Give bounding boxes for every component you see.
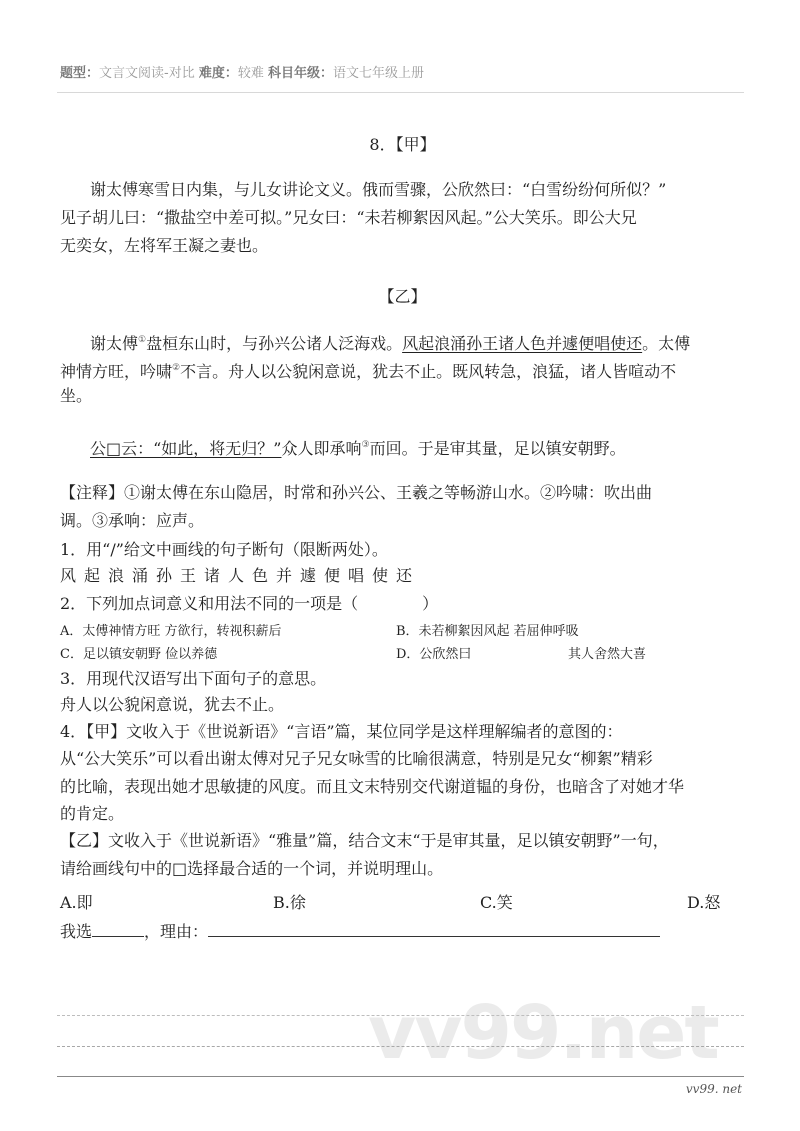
q4-line-1: 4．【甲】文收入于《世说新语》“言语”篇，某位同学是这样理解编者的意图的： [60, 722, 623, 741]
q4-line-4: 的肯定。 [60, 804, 125, 823]
difficulty-value: 较难 [237, 66, 264, 81]
notes-line-2: 调。③承响：应声。 [60, 511, 205, 530]
answer-line-dashed-1 [57, 1015, 744, 1016]
q2-option-d[interactable]: D．公欣然曰 [396, 647, 472, 662]
jia-line-3: 无奕女，左将军王凝之妻也。 [60, 236, 269, 255]
question-title: 8．【甲】 [369, 135, 436, 154]
q2-option-c[interactable]: C．足以镇安朝野 俭以养德 [60, 647, 218, 662]
q2-prompt: 2．下列加点词意义和用法不同的一项是（ ） [60, 594, 439, 613]
q1-sentence: 风起浪涌孙王诸人色并遽便唱使还 [60, 566, 421, 585]
yi-text: 而回。于是审其量，足以镇安朝野。 [369, 439, 626, 458]
grade-label: 科目年级： [268, 66, 334, 81]
yi-line-3: 坐。 [60, 386, 93, 405]
q2-option-a[interactable]: A．太傅神情方旺 方欲行，转视积薪后 [60, 624, 282, 639]
reason-blank[interactable] [208, 922, 660, 937]
difficulty-label: 难度： [198, 66, 238, 81]
notes-line-1: 【注释】①谢太傅在东山隐居，时常和孙兴公、王羲之等畅游山水。②吟啸：吹出曲 [60, 483, 653, 502]
yi-line-2 [60, 358, 676, 382]
q1-prompt: 1．用“/”给文中画线的句子断句（限断两处）。 [60, 540, 388, 559]
footnote-ref-3: ③ [361, 440, 370, 450]
jia-line-1: 谢太傅寒雪日内集，与儿女讲论文义。俄而雪骤，公欣然曰：“白雪纷纷何所似？” [90, 180, 667, 199]
answer-line-dashed-2 [57, 1046, 744, 1047]
footer-divider [57, 1076, 744, 1077]
answer-prefix: 我选 [60, 922, 93, 941]
q4-line-2: 从“公大笑乐”可以看出谢太傅对兄子兄女咏雪的比喻很满意，特别是兄女“柳絮”精彩 [60, 749, 653, 768]
footer-site: vv99. net [685, 1082, 742, 1096]
q4-line-6: 请给画线句中的□选择最合适的一个词，并说明理山。 [60, 859, 444, 878]
answer-mid: ，理由： [144, 922, 209, 941]
type-value: 文言文阅读-对比 [99, 66, 195, 81]
underlined-sentence-1: 风起浪涌孙王诸人色并遽便唱使还 [402, 334, 643, 353]
grade-value: 语文七年级上册 [333, 66, 425, 81]
yi-text: 。太傅 [642, 334, 691, 353]
type-label: 题型： [60, 66, 100, 81]
q2-option-b[interactable]: B．未若柳絮因风起 若屈伸呼吸 [396, 624, 579, 639]
q3-sentence: 舟人以公貌闲意说，犹去不止。 [60, 695, 285, 714]
q4-answer-row [60, 922, 660, 942]
underlined-sentence-2: 公□云：“如此，将无归？” [90, 439, 282, 458]
yi-text: 众人即承响 [281, 439, 362, 458]
q4-choice-a[interactable]: A.即 [60, 893, 93, 912]
yi-line-1 [90, 330, 690, 354]
jia-line-2: 见子胡儿曰：“撒盐空中差可拟。”兄女曰：“未若柳絮因风起。”公大笑乐。即公大兄 [60, 208, 637, 227]
yi-text: 神情方旺，吟啸 [60, 362, 173, 381]
yi-line-4 [90, 435, 626, 459]
q4-line-3: 的比喻，表现出她才思敏捷的风度。而且文末特别交代谢道韫的身份，也暗含了对她才华 [60, 777, 685, 796]
q4-choice-d[interactable]: D.怒 [687, 893, 721, 912]
q3-prompt: 3．用现代汉语写出下面句子的意思。 [60, 669, 327, 688]
q4-choice-c[interactable]: C.笑 [480, 893, 513, 912]
watermark: vv99.net [368, 990, 718, 1076]
q2-option-d-extra: 其人舍然大喜 [568, 647, 647, 662]
footnote-ref-2: ② [172, 363, 181, 373]
question-meta [60, 62, 424, 81]
yi-text: 谢太傅 [90, 334, 139, 353]
choice-blank[interactable] [92, 922, 144, 937]
q4-line-5: 【乙】文收入于《世说新语》“雅量”篇，结合文末“于是审其量，足以镇安朝野”一句， [60, 831, 669, 850]
footnote-ref-1: ① [138, 335, 147, 345]
q4-choice-b[interactable]: B.徐 [273, 893, 306, 912]
yi-text: 不言。舟人以公貌闲意说，犹去不止。既风转急，浪猛，诸人皆喧动不 [180, 362, 677, 381]
header-divider [57, 92, 744, 93]
yi-title: 【乙】 [378, 287, 427, 306]
yi-text: 盘桓东山时，与孙兴公诸人泛海戏。 [146, 334, 403, 353]
